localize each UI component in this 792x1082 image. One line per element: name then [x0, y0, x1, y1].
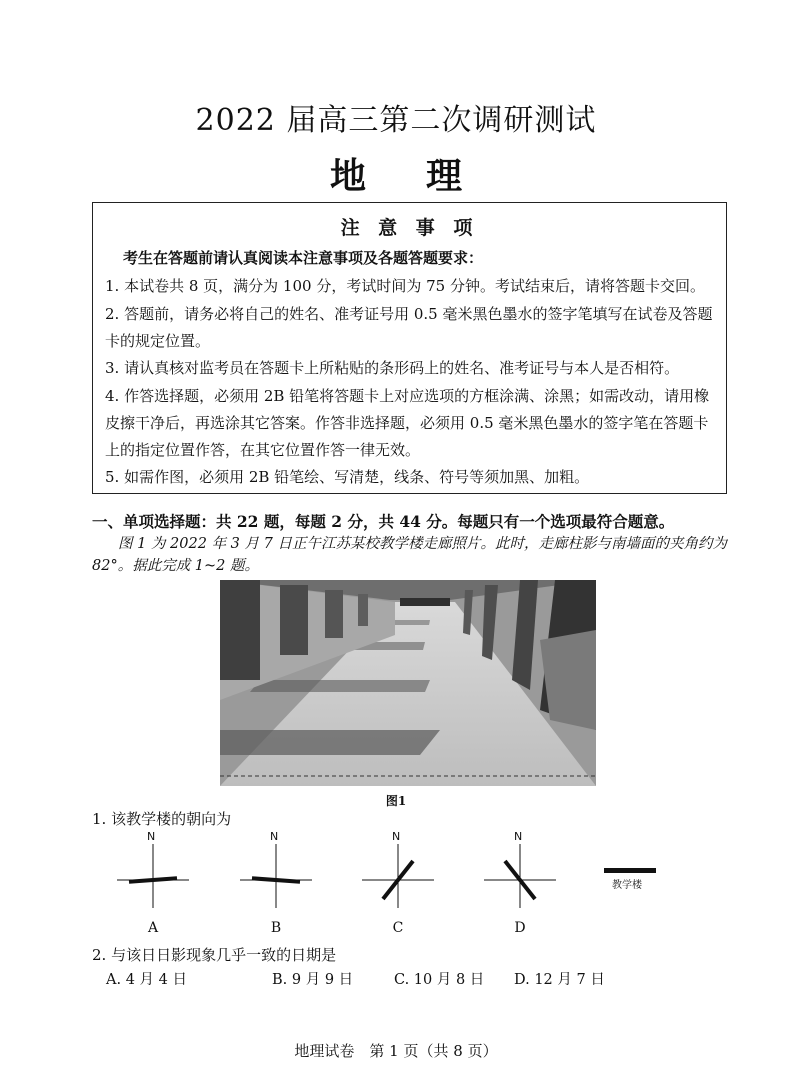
- exam-title: 2022 届高三第二次调研测试: [195, 103, 597, 138]
- notice-rule-2: 2. 答题前，请务必将自己的姓名、准考证号用 0.5 毫米黑色墨水的签字笔填写在试卷及答题卡的规定位置。: [105, 305, 713, 350]
- page-footer: 地理试卷 第 1 页（共 8 页）: [294, 1042, 498, 1060]
- notice-title: 注 意 事 项: [340, 217, 479, 239]
- notice-rule-5: 5. 如需作图，必须用 2B 铅笔绘、写清楚，线条、符号等须加黑、加粗。: [105, 468, 590, 486]
- option-c-label: C: [392, 920, 404, 936]
- question-1-stem: 1. 该教学楼的朝向为: [92, 810, 232, 828]
- compass-option-a: [103, 830, 203, 910]
- question-2-option-b: B. 9 月 9 日: [272, 972, 354, 988]
- section-intro: 图 1 为 2022 年 3 月 7 日正午江苏某校教学楼走廊照片。此时，走廊柱影与南墙面的夹角约为 82°。据此完成 1~2 题。: [92, 536, 727, 574]
- notice-rule-4: 4. 作答选择题，必须用 2B 铅笔将答题卡上对应选项的方框涂满、涂黑；如需改动，请用橡皮擦干净后，再选涂其它答案。作答非选择题，必须用 0.5 毫米黑色墨水的签字笔在答题卡上的指定位置作答，在其它位置作答一律无效。: [105, 387, 710, 459]
- question-2-option-d: D. 12 月 7 日: [514, 972, 605, 988]
- subject-title: 地理: [329, 155, 522, 197]
- compass-option-c: [348, 830, 448, 910]
- question-2-stem: 2. 与该日日影现象几乎一致的日期是: [92, 946, 337, 964]
- compass-icon: [470, 830, 570, 910]
- north-label: N: [147, 830, 156, 843]
- notice-rule-1: 1. 本试卷共 8 页，满分为 100 分，考试时间为 75 分钟。考试结束后，请将答题卡交回。: [105, 277, 705, 295]
- compass-icon: [103, 830, 203, 910]
- option-b-label: B: [270, 920, 282, 936]
- building-legend-label: 教学楼: [612, 880, 642, 891]
- option-a-label: A: [147, 920, 159, 936]
- corridor-photo-illustration: [220, 580, 596, 786]
- compass-icon: [226, 830, 326, 910]
- question-2-option-a: A. 4 月 4 日: [106, 972, 187, 988]
- section-heading: 一、单项选择题：共 22 题，每题 2 分，共 44 分。每题只有一个选项最符合题意。: [92, 512, 675, 531]
- compass-option-d: [470, 830, 570, 910]
- notice-rule-3: 3. 请认真核对监考员在答题卡上所粘贴的条形码上的姓名、准考证号与本人是否相符。: [105, 359, 680, 377]
- compass-icon: [348, 830, 448, 910]
- building-legend-symbol: [604, 868, 656, 873]
- option-d-label: D: [514, 920, 526, 936]
- north-label: N: [514, 830, 523, 843]
- notice-box: [92, 202, 727, 494]
- north-label: N: [392, 830, 401, 843]
- question-2-option-c: C. 10 月 8 日: [394, 972, 485, 988]
- figure-caption: 图1: [385, 794, 407, 808]
- north-label: N: [270, 830, 279, 843]
- corridor-photo: [220, 580, 596, 786]
- compass-option-b: [226, 830, 326, 910]
- notice-intro: 考生在答题前请认真阅读本注意事项及各题答题要求：: [123, 249, 484, 267]
